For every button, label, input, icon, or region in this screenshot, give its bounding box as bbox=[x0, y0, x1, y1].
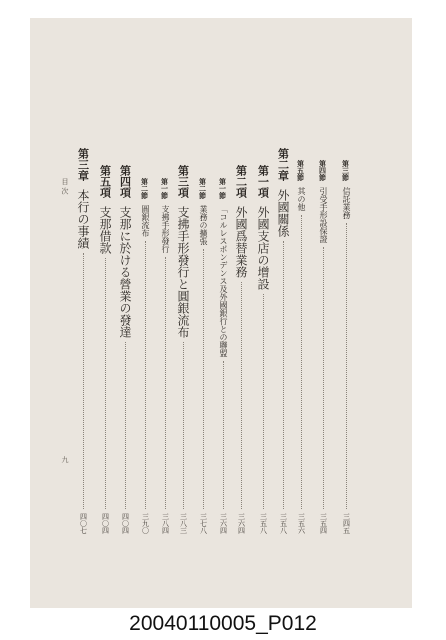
toc-page-number: 三六四 bbox=[219, 513, 228, 534]
toc-entry-heading: 第二節 bbox=[140, 178, 150, 199]
leader-dots bbox=[105, 258, 106, 509]
toc-entry-title: 外國關係 bbox=[276, 189, 290, 237]
leader-dots bbox=[301, 215, 302, 509]
toc-entry-heading: 第三節 bbox=[341, 160, 351, 181]
toc-entry-title: 支那に於ける營業の發達 bbox=[118, 206, 132, 338]
page-folio: 九 bbox=[61, 456, 69, 463]
toc-entry-title: 支那借款 bbox=[98, 206, 112, 254]
toc-entry-title: 圓銀流布 bbox=[141, 205, 150, 237]
toc-page-number: 三九〇 bbox=[141, 513, 150, 534]
toc-entry-heading: 第三章 bbox=[76, 148, 90, 181]
toc-entry-heading: 第五項 bbox=[98, 165, 112, 198]
toc-page-number: 三五六 bbox=[297, 513, 306, 534]
toc-entry-heading: 第二節 bbox=[198, 178, 208, 199]
toc-entry-title: 支拂手形發行 bbox=[161, 205, 170, 253]
toc-entry-heading: 第一節 bbox=[160, 178, 170, 199]
toc-entry bbox=[337, 160, 355, 534]
toc-entry bbox=[194, 178, 212, 534]
leader-dots bbox=[263, 294, 264, 509]
leader-dots bbox=[145, 241, 146, 509]
toc-page-number: 四〇四 bbox=[121, 513, 130, 534]
image-caption: 20040110005_P012 bbox=[129, 612, 317, 635]
toc-entry bbox=[292, 160, 310, 534]
toc-entry-title: 本行の事績 bbox=[76, 189, 90, 249]
running-head: 目 次 bbox=[61, 178, 69, 195]
toc-page-number: 三七八 bbox=[199, 513, 208, 534]
toc-entry-title: 外國支店の增設 bbox=[256, 206, 270, 290]
leader-dots bbox=[223, 361, 224, 509]
toc-page-number: 三四五 bbox=[342, 513, 351, 534]
toc-entry bbox=[254, 165, 272, 534]
toc-entry bbox=[116, 165, 134, 534]
toc-page-number: 三五四 bbox=[319, 513, 328, 534]
toc-page-number: 四〇七 bbox=[79, 513, 88, 534]
leader-dots bbox=[283, 241, 284, 509]
toc-entry-heading: 第五節 bbox=[296, 160, 306, 181]
toc-page-number: 四〇四 bbox=[101, 513, 110, 534]
leader-dots bbox=[125, 342, 126, 509]
toc-entry bbox=[156, 178, 174, 534]
leader-dots bbox=[203, 249, 204, 509]
toc-entry-heading: 第四項 bbox=[118, 165, 132, 198]
toc-entry-heading: 第四節 bbox=[318, 160, 328, 181]
toc-page-number: 三八四 bbox=[161, 513, 170, 534]
toc-entry-title: 其の他 bbox=[297, 187, 306, 211]
toc-entry bbox=[232, 165, 250, 534]
toc-entry-heading: 第三項 bbox=[176, 165, 190, 198]
leader-dots bbox=[323, 247, 324, 509]
toc-entry bbox=[136, 178, 154, 534]
leader-dots bbox=[241, 282, 242, 509]
toc-page-number: 三五八 bbox=[279, 513, 288, 534]
leader-dots bbox=[165, 257, 166, 509]
toc-entry-title: 外國爲替業務 bbox=[234, 206, 248, 278]
book-page bbox=[30, 18, 412, 608]
toc-entry-heading: 第二項 bbox=[234, 165, 248, 198]
toc-entry-heading: 第一節 bbox=[218, 178, 228, 199]
toc-entry-title: 信託業務 bbox=[342, 187, 351, 219]
toc-entry-heading: 第一項 bbox=[256, 165, 270, 198]
leader-dots bbox=[346, 223, 347, 509]
toc-entry-heading: 第二章 bbox=[276, 148, 290, 181]
toc-entry-title: 「コルレスポンデンス及外國銀行との聯盟 bbox=[219, 205, 228, 357]
toc-entry-title: 引受手形設保證 bbox=[319, 187, 328, 243]
toc-entry bbox=[96, 165, 114, 534]
toc-entry bbox=[74, 148, 92, 534]
toc-entry bbox=[214, 178, 232, 534]
toc-page-number: 三八三 bbox=[179, 513, 188, 534]
toc-entry bbox=[314, 160, 332, 534]
toc-entry bbox=[274, 148, 292, 534]
toc-entry bbox=[174, 165, 192, 534]
leader-dots bbox=[83, 253, 84, 509]
toc-page-number: 三六四 bbox=[237, 513, 246, 534]
leader-dots bbox=[183, 342, 184, 509]
toc-page-number: 三五八 bbox=[259, 513, 268, 534]
toc-entry-title: 業務の擴張 bbox=[199, 205, 208, 245]
toc-entry-title: 支拂手形發行と圓銀流布 bbox=[176, 206, 190, 338]
